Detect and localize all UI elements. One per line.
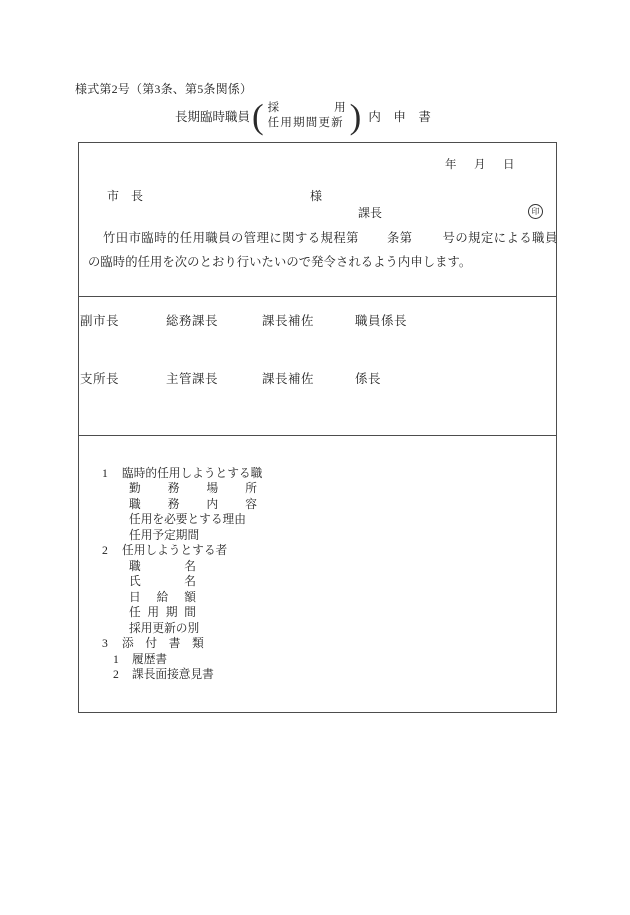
approval-cell-general-affairs-chief: 総務課長 bbox=[166, 314, 219, 328]
list-sub-item-resume bbox=[0, 652, 630, 668]
list-label: 日 給 額 bbox=[129, 590, 196, 604]
list-label: 職 務 内 容 bbox=[129, 497, 257, 511]
list-label-person-name bbox=[0, 574, 630, 590]
title-option-adoption bbox=[268, 101, 346, 116]
list-label: 任用しようとする者 bbox=[122, 544, 228, 557]
list-label-job-description bbox=[0, 497, 630, 513]
list-label: 任用予定期間 bbox=[129, 528, 200, 542]
day-label: 日 bbox=[503, 159, 515, 171]
approver-title-label: 課長 bbox=[358, 206, 383, 220]
bracket-open-icon: ( bbox=[252, 96, 264, 136]
section-divider-1 bbox=[79, 296, 556, 297]
body-line-2: の臨時的任用を次のとおり行いたいので発令されるよう内申します。 bbox=[88, 255, 472, 269]
list-number: 2 bbox=[113, 668, 119, 681]
list-label: 臨時的任用しようとする職 bbox=[122, 466, 263, 480]
blank-item-number bbox=[413, 241, 443, 242]
body-line-1-part-2: 条第 bbox=[386, 231, 413, 245]
list-label: 履歴書 bbox=[132, 652, 168, 666]
list-number: 1 bbox=[113, 652, 119, 666]
list-label: 任用を必要とする理由 bbox=[129, 513, 246, 526]
list-sub-item-interview-opinion bbox=[0, 667, 630, 683]
list-label-reason bbox=[0, 512, 630, 528]
list-label-hire-or-renewal bbox=[0, 621, 630, 637]
list-label: 課長面接意見書 bbox=[132, 668, 214, 681]
body-line-1 bbox=[103, 231, 558, 245]
blank-article-number bbox=[359, 241, 387, 242]
option-adoption-char-left: 採 bbox=[267, 102, 280, 114]
list-label: 添 付 書 類 bbox=[122, 637, 204, 650]
honorific-label: 様 bbox=[310, 189, 323, 203]
approval-cell-assistant-chief: 課長補佐 bbox=[262, 314, 315, 328]
list-label: 任 用 期 間 bbox=[129, 606, 196, 619]
bracket-close-icon: ) bbox=[349, 96, 362, 136]
option-adoption-char-right: 用 bbox=[334, 102, 346, 114]
date-line bbox=[445, 159, 515, 172]
body-line-1-part-1: 竹田市臨時的任用職員の管理に関する規程第 bbox=[103, 231, 359, 245]
list-label: 氏 名 bbox=[129, 575, 196, 588]
approval-cell-branch-chief: 支所長 bbox=[80, 372, 120, 386]
year-label: 年 bbox=[445, 159, 457, 171]
list-label-work-place bbox=[0, 481, 630, 497]
approval-cell-assistant-chief-2: 課長補佐 bbox=[262, 372, 315, 386]
list-number: 2 bbox=[102, 544, 108, 557]
list-label-appointment-period bbox=[0, 605, 630, 621]
list-item-3 bbox=[0, 636, 630, 652]
list-label-daily-wage bbox=[0, 590, 630, 606]
section-divider-2 bbox=[79, 435, 556, 436]
list-number: 3 bbox=[102, 637, 108, 650]
list-label: 職 名 bbox=[129, 559, 196, 573]
approval-cell-staff-subsection-chief: 職員係長 bbox=[355, 314, 408, 328]
list-label: 勤 務 場 所 bbox=[129, 482, 257, 495]
approval-cell-deputy-mayor: 副市長 bbox=[80, 314, 120, 328]
body-line-1-part-3: 号の規定による職員 bbox=[442, 231, 558, 245]
recipient-label: 市 長 bbox=[107, 189, 144, 203]
list-label-position-name bbox=[0, 559, 630, 575]
list-number: 1 bbox=[102, 466, 108, 480]
title-suffix: 内 申 書 bbox=[368, 110, 431, 124]
title-prefix: 長期臨時職員 bbox=[175, 110, 251, 124]
approval-cell-subsection-chief: 係長 bbox=[355, 372, 382, 386]
title-options bbox=[268, 101, 346, 131]
list-item-2 bbox=[0, 543, 630, 559]
seal-stamp-icon: 印 bbox=[528, 204, 543, 219]
list-item-1 bbox=[0, 466, 630, 482]
month-label: 月 bbox=[474, 159, 486, 171]
title-option-renewal: 任用期間更新 bbox=[267, 117, 344, 129]
form-number: 様式第2号（第3条、第5条関係） bbox=[75, 82, 253, 96]
list-label: 採用更新の別 bbox=[129, 621, 200, 635]
list-label-planned-period bbox=[0, 528, 630, 544]
approval-cell-supervising-chief: 主管課長 bbox=[166, 372, 219, 386]
form-title bbox=[175, 97, 431, 135]
